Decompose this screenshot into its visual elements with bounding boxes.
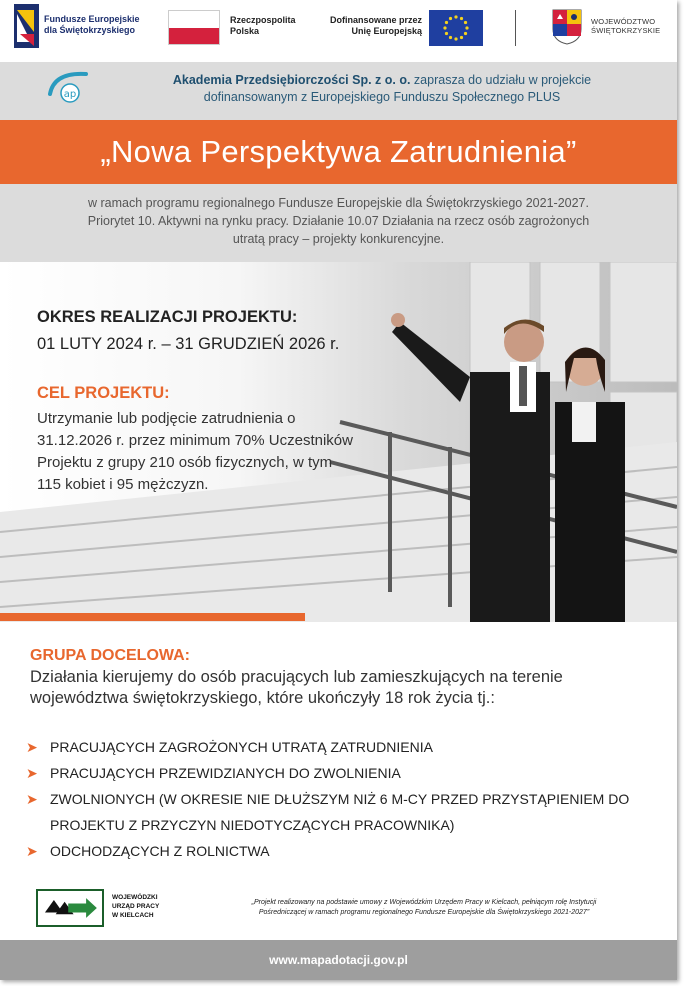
footer-bar xyxy=(0,940,677,980)
rp-line-2: Polska xyxy=(230,26,260,36)
fe-logo-text xyxy=(44,14,140,36)
project-footnote xyxy=(196,898,652,918)
wup-line-2: URZĄD PRACY xyxy=(112,903,160,910)
logos-bar xyxy=(0,0,677,56)
program-line-3: utratą pracy – projekty konkurencyjne. xyxy=(232,232,445,246)
list-item xyxy=(26,838,666,864)
eu-star-icon xyxy=(460,17,463,20)
list-item-text: ZWOLNIONYCH (W OKRESIE NIE DŁUŻSZYM NIŻ 6 M-CY PRZED PRZYSTĄPIENIEM DO PROJEKTU Z PRZYCZYN NIEDOTYCZĄCYCH PRACOWNIKA) xyxy=(50,791,630,833)
wup-logo-text xyxy=(112,893,159,920)
list-item-text: PRACUJĄCYCH ZAGROŻONYCH UTRATĄ ZATRUDNIENIA xyxy=(50,739,433,755)
footnote-line-2: Pośredniczącej w ramach programu regionalnego Fundusze Europejskie dla Świętokrzyskiego 2021-2027” xyxy=(258,909,590,916)
logo-divider xyxy=(515,10,516,46)
cel-value: Utrzymanie lub podjęcie zatrudnienia o 31.12.2026 r. przez minimum 70% Uczestników Projektu z grupy 210 osób fizycznych, w tym 115 kobiet i 95 mężczyzn. xyxy=(37,410,353,493)
org-name: Akademia Przedsiębiorczości Sp. z o. o. xyxy=(172,73,411,87)
list-item xyxy=(26,786,666,838)
intro-band xyxy=(0,62,677,120)
program-band xyxy=(0,184,677,262)
wup-line-1: WOJEWÓDZKI xyxy=(112,894,158,901)
eu-star-icon xyxy=(454,37,457,40)
eu-star-icon xyxy=(445,21,448,24)
intro-rest: zaprasza do udziału w projekcie xyxy=(410,73,592,87)
okres-value: 01 LUTY 2024 r. – 31 GRUDZIEŃ 2026 r. xyxy=(37,335,340,353)
woj-logo-text xyxy=(591,17,660,35)
eu-star-icon xyxy=(449,36,452,39)
target-group-list xyxy=(26,734,666,864)
eu-star-icon xyxy=(443,26,446,29)
rp-line-1: Rzeczpospolita xyxy=(230,15,296,25)
intro-line-2: dofinansowanym z Europejskiego Funduszu Społecznego PLUS xyxy=(203,90,561,104)
eu-star-icon xyxy=(464,21,467,24)
poland-flag-icon xyxy=(168,10,220,45)
eu-star-icon xyxy=(465,26,468,29)
arrow-icon: ➤ xyxy=(26,739,38,755)
swietokrzyskie-crest-icon xyxy=(552,9,582,45)
arrow-icon: ➤ xyxy=(26,843,38,859)
eu-star-icon xyxy=(464,32,467,35)
list-item-text: ODCHODZĄCYCH Z ROLNICTWA xyxy=(50,843,270,859)
website-link[interactable]: www.mapadotacji.gov.pl xyxy=(269,953,408,967)
eu-star-icon xyxy=(445,32,448,35)
program-line-2: Priorytet 10. Aktywni na rynku pracy. Działanie 10.07 Działania na rzecz osób zagrożonych xyxy=(87,214,590,228)
wup-line-3: W KIELCACH xyxy=(112,912,154,919)
cel-heading: CEL PROJEKTU: xyxy=(37,384,170,402)
fe-line-1: Fundusze Europejskie xyxy=(44,14,140,24)
grupa-intro: Działania kierujemy do osób pracujących lub zamieszkujących na terenie województwa świętokrzyskiego, które ukończyły 18 rok życia tj.: xyxy=(30,668,563,707)
list-item xyxy=(26,760,666,786)
okres-heading: OKRES REALIZACJI PROJEKTU: xyxy=(37,308,298,326)
ap-logo-letters: ap xyxy=(63,89,77,100)
fundusze-europejskie-logo-icon xyxy=(14,4,39,48)
woj-line-1: WOJEWÓDZTWO xyxy=(591,17,656,26)
eu-star-icon xyxy=(454,15,457,18)
wup-logo-icon xyxy=(36,889,104,927)
footnote-line-1: „Projekt realizowany na podstawie umowy z Wojewódzkim Urzędem Pracy w Kielcach, pełniącym rolę Instytucji xyxy=(251,899,597,906)
title-bar xyxy=(0,120,677,184)
arrow-icon: ➤ xyxy=(26,765,38,781)
intro-text xyxy=(112,72,652,106)
list-item-text: PRACUJĄCYCH PRZEWIDZIANYCH DO ZWOLNIENIA xyxy=(50,765,401,781)
eu-star-icon xyxy=(449,17,452,20)
eu-flag-icon xyxy=(429,10,483,46)
fe-line-2: dla Świętokrzyskiego xyxy=(44,25,136,35)
eu-line-1: Dofinansowane przez xyxy=(329,15,422,25)
eu-star-icon xyxy=(460,36,463,39)
eu-logo-text xyxy=(322,15,422,37)
arrow-icon: ➤ xyxy=(26,791,38,807)
orange-rule xyxy=(0,613,305,621)
eu-line-2: Unię Europejską xyxy=(351,26,422,36)
akademia-logo-icon xyxy=(46,68,90,104)
program-line-1: w ramach programu regionalnego Fundusze Europejskie dla Świętokrzyskiego 2021-2027. xyxy=(88,196,589,210)
list-item xyxy=(26,734,666,760)
page-title: „Nowa Perspektywa Zatrudnienia” xyxy=(100,134,577,169)
woj-line-2: ŚWIĘTOKRZYSKIE xyxy=(591,26,661,35)
grupa-heading: GRUPA DOCELOWA: xyxy=(30,647,190,664)
rp-logo-text xyxy=(230,15,296,37)
